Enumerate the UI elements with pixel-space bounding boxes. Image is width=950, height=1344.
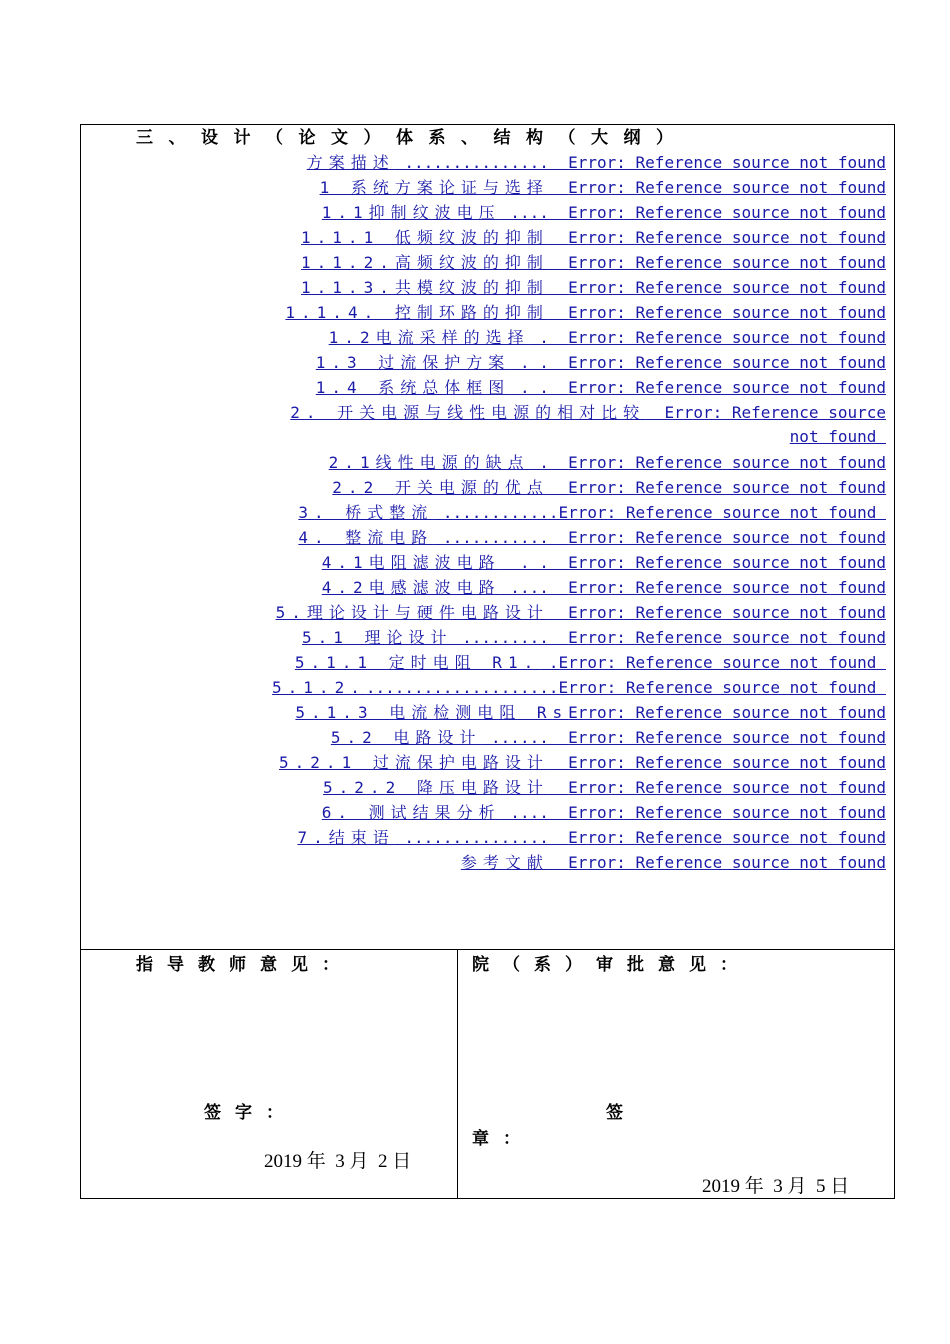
toc-title: 5.2.1 过流保护电路设计: [279, 753, 549, 772]
toc-title: 5.1.1 定时电阻 R1.: [294, 653, 540, 672]
toc-entry[interactable]: [0, 800, 886, 825]
toc-leader: .: [529, 328, 569, 347]
advisor-opinion-label: 指导教师意见：: [136, 955, 353, 975]
toc-title: 6. 测试结果分析: [321, 803, 501, 822]
toc-page-ref: Error: Reference source not found: [568, 803, 886, 822]
toc-leader: [645, 403, 664, 422]
toc-title: 1.1.3.共模纹波的抑制: [301, 278, 549, 297]
toc-link[interactable]: [290, 400, 886, 425]
toc-entry[interactable]: [0, 750, 886, 775]
toc-leader: .........: [452, 628, 569, 647]
toc-leader: [549, 303, 568, 322]
toc-link[interactable]: [316, 350, 886, 375]
toc-page-ref: Error: Reference source not found: [568, 828, 886, 847]
toc-leader: [549, 753, 568, 772]
toc-entry[interactable]: [0, 500, 886, 525]
toc-entry[interactable]: [0, 150, 886, 175]
toc-leader: .: [539, 653, 559, 672]
table-divider-vertical: [457, 949, 458, 1199]
toc-title: 1.1.1 低频纹波的抑制: [301, 228, 549, 247]
section-heading: 三、设计（论文）体系、结构（大纲）: [136, 128, 689, 148]
toc-page-ref: Error: Reference source not found: [568, 703, 886, 722]
toc-page-ref: Error: Reference source not found: [568, 753, 886, 772]
toc-title: 5.理论设计与硬件电路设计: [275, 603, 549, 622]
toc-link[interactable]: [322, 800, 886, 825]
table-divider-horizontal: [80, 949, 895, 950]
toc-link[interactable]: [297, 825, 886, 850]
toc-link[interactable]: [276, 600, 886, 625]
toc-leader: . .: [510, 353, 569, 372]
toc-title: 1.1.4. 控制环路的抑制: [285, 303, 549, 322]
toc-title: 5.2 电路设计: [330, 728, 482, 747]
toc-leader: ....: [500, 578, 569, 597]
toc-leader: [549, 178, 568, 197]
toc-title: 5.1.3 电流检测电阻 Rs: [295, 703, 569, 722]
toc-page-ref: Error: Reference source not found: [568, 328, 886, 347]
toc-entry[interactable]: [0, 400, 886, 446]
toc-leader: [549, 228, 568, 247]
toc-page-ref: Error: Reference source not found: [568, 578, 886, 597]
toc-title: 4.1电阻滤波电路: [321, 553, 501, 572]
toc-title: 1.1抑制纹波电压: [321, 203, 501, 222]
toc-page-ref: Error: Reference source not found: [568, 178, 886, 197]
toc-entry[interactable]: [0, 450, 886, 475]
toc-entry[interactable]: [0, 250, 886, 275]
toc-title: 2.1线性电源的缺点: [328, 453, 530, 472]
toc-page-ref: Error: Reference source not found: [568, 353, 886, 372]
toc-title: 3. 桥式整流: [298, 503, 434, 522]
toc-entry[interactable]: [0, 175, 886, 200]
toc-page-ref: Error: Reference source not found: [568, 603, 886, 622]
toc-title: 1.3 过流保护方案: [315, 353, 511, 372]
toc-page-ref: Error: Reference source not found: [568, 278, 886, 297]
toc-link[interactable]: [302, 625, 886, 650]
toc-entry[interactable]: [0, 825, 886, 850]
toc-page-ref: Error: Reference source not found: [558, 678, 886, 697]
toc-link[interactable]: [307, 150, 886, 175]
toc-link[interactable]: [322, 575, 886, 600]
toc-page-ref: Error: Reference source not found: [568, 303, 886, 322]
toc-link[interactable]: [331, 725, 886, 750]
toc-page-ref: Error: Reference source not found: [568, 203, 886, 222]
toc-entry[interactable]: [0, 775, 886, 800]
toc-entry[interactable]: [0, 700, 886, 725]
toc-link[interactable]: [329, 450, 886, 475]
toc-entry[interactable]: [0, 300, 886, 325]
toc-entry[interactable]: [0, 625, 886, 650]
toc-title: 4. 整流电路: [298, 528, 434, 547]
toc-title: 2. 开关电源与线性电源的相对比较: [290, 403, 646, 422]
toc-entry[interactable]: [0, 525, 886, 550]
toc-link[interactable]: [285, 300, 886, 325]
toc-entry[interactable]: [0, 650, 886, 675]
table-of-contents: [0, 150, 950, 880]
toc-title: 方案描述: [306, 153, 395, 172]
toc-title: 1.4 系统总体框图: [315, 378, 511, 397]
toc-link[interactable]: [298, 500, 886, 525]
toc-entry[interactable]: [0, 600, 886, 625]
toc-link[interactable]: [323, 775, 886, 800]
toc-title: 1.1.2.高频纹波的抑制: [301, 253, 549, 272]
toc-entry[interactable]: [0, 850, 886, 875]
toc-page-ref: Error: Reference source not found: [568, 253, 886, 272]
toc-page-ref: Error: Reference source not found: [558, 653, 886, 672]
toc-link[interactable]: [301, 275, 886, 300]
toc-link[interactable]: [295, 700, 886, 725]
toc-link[interactable]: [298, 525, 886, 550]
toc-page-ref: Error: Reference source not found: [568, 228, 886, 247]
toc-title: 参考文献: [460, 853, 549, 872]
toc-leader: [549, 478, 568, 497]
toc-link[interactable]: [301, 225, 886, 250]
toc-leader: ....: [500, 203, 569, 222]
toc-leader: [549, 778, 568, 797]
toc-entry[interactable]: [0, 225, 886, 250]
toc-entry[interactable]: [0, 675, 886, 700]
toc-title: 7.结束语: [297, 828, 395, 847]
dept-seal-label-2: 章：: [472, 1129, 534, 1149]
toc-entry[interactable]: [0, 325, 886, 350]
toc-page-ref: Error: Reference source not found: [568, 728, 886, 747]
toc-entry[interactable]: [0, 575, 886, 600]
toc-link[interactable]: [329, 325, 886, 350]
toc-leader: [549, 853, 568, 872]
toc-title: 5.1.2.: [272, 678, 366, 697]
toc-leader: ...............: [394, 828, 569, 847]
toc-leader: ...........: [433, 528, 569, 547]
toc-title: 1.2电流采样的选择: [328, 328, 530, 347]
toc-page-ref: Error: Reference source not found: [568, 153, 886, 172]
advisor-signature-label: 签字：: [204, 1103, 297, 1123]
toc-page-ref: Error: Reference source not found: [568, 378, 886, 397]
toc-link[interactable]: [322, 550, 886, 575]
toc-entry[interactable]: [0, 350, 886, 375]
toc-page-ref: Error: Reference source: [664, 403, 886, 422]
toc-page-ref: Error: Reference source not found: [568, 453, 886, 472]
toc-entry[interactable]: [0, 200, 886, 225]
toc-page-ref: Error: Reference source not found: [568, 628, 886, 647]
toc-link[interactable]: [316, 375, 886, 400]
toc-entry[interactable]: [0, 375, 886, 400]
toc-leader: ....: [500, 803, 569, 822]
toc-leader: .: [529, 453, 569, 472]
toc-leader: . .: [510, 378, 569, 397]
toc-title: 2.2 开关电源的优点: [332, 478, 549, 497]
toc-leader: ............: [433, 503, 559, 522]
toc-page-ref: Error: Reference source not found: [568, 553, 886, 572]
advisor-date: 2019 年 3 月 2 日: [264, 1151, 412, 1172]
toc-page-ref-continued[interactable]: not found: [789, 427, 886, 446]
toc-link[interactable]: [279, 750, 886, 775]
toc-title: 5.1 理论设计: [301, 628, 453, 647]
toc-leader: ......: [481, 728, 569, 747]
toc-link[interactable]: [295, 650, 886, 675]
toc-page-ref: Error: Reference source not found: [568, 853, 886, 872]
toc-leader: ....................: [365, 678, 559, 697]
toc-leader: [549, 603, 568, 622]
toc-page-ref: Error: Reference source not found: [568, 528, 886, 547]
dept-date: 2019 年 3 月 5 日: [702, 1176, 850, 1197]
dept-approval-label: 院（系）审批意见：: [472, 955, 751, 975]
toc-leader: [549, 253, 568, 272]
toc-leader: . .: [500, 553, 569, 572]
toc-entry[interactable]: [0, 550, 886, 575]
toc-entry[interactable]: [0, 725, 886, 750]
toc-link[interactable]: [461, 850, 886, 875]
dept-seal-label-1: 签: [606, 1103, 637, 1123]
toc-entry[interactable]: [0, 475, 886, 500]
toc-leader: ...............: [394, 153, 569, 172]
toc-entry[interactable]: [0, 275, 886, 300]
toc-title: 5.2.2 降压电路设计: [323, 778, 549, 797]
toc-title: 4.2电感滤波电路: [321, 578, 501, 597]
toc-page-ref: Error: Reference source not found: [558, 503, 886, 522]
toc-link[interactable]: [322, 200, 886, 225]
toc-link[interactable]: [332, 475, 886, 500]
toc-title: 1 系统方案论证与选择: [319, 178, 549, 197]
toc-link[interactable]: [272, 675, 886, 700]
toc-page-ref: Error: Reference source not found: [568, 478, 886, 497]
toc-leader: [549, 278, 568, 297]
toc-link[interactable]: [301, 250, 886, 275]
toc-page-ref: Error: Reference source not found: [568, 778, 886, 797]
toc-link[interactable]: [320, 175, 886, 200]
